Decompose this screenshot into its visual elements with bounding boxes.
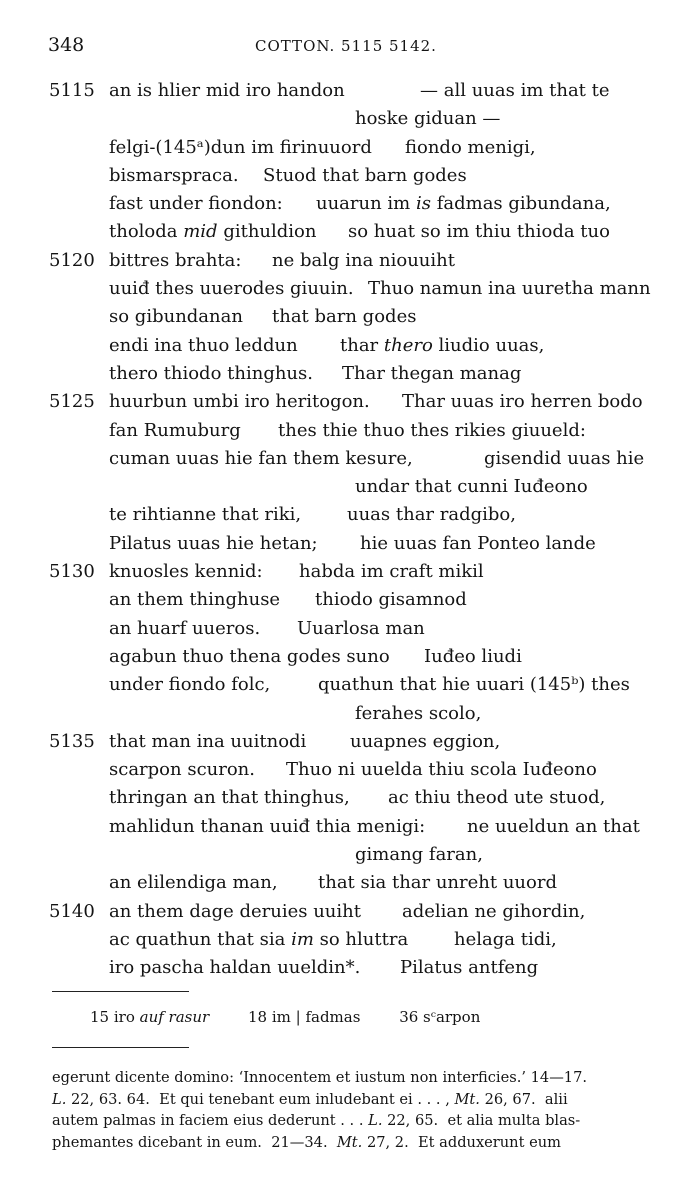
verse-second-half: Thuo namun ina uuretha mann [368, 278, 651, 300]
verse-first-half: scarpon scuron. [109, 759, 255, 781]
verse-line [0, 420, 687, 448]
verse-line [0, 787, 687, 815]
verse-first-half: cuman uuas hie fan them kesure, [109, 447, 413, 469]
verse-continuation: ferahes scolo, [355, 702, 482, 724]
verse-line [0, 618, 687, 646]
verse-line [0, 137, 687, 165]
verse-first-half: under fiondo folc, [109, 674, 271, 696]
verse-line [0, 250, 687, 278]
verse-second-half: uuapnes eggion, [350, 730, 501, 752]
verse-line [0, 278, 687, 306]
verse-second-half: uuarun im is fadmas gibundana, [316, 193, 611, 215]
verse-first-half: ac quathun that sia im so hluttra [109, 928, 409, 950]
line-number: 5120 [49, 249, 95, 271]
verse-line [0, 391, 687, 419]
footnote-rule-2 [52, 1047, 189, 1048]
verse-line [0, 646, 687, 674]
verse-first-half: so gibundanan [109, 306, 243, 328]
verse-line [0, 589, 687, 617]
verse-first-half: uuiđ thes uuerodes giuuin. [109, 278, 354, 300]
verse-second-half: hie uuas fan Ponteo lande [360, 532, 596, 554]
verse-continuation: gimang faran, [355, 844, 483, 866]
line-number: 5140 [49, 900, 95, 922]
latin-line: phemantes dicebant in eum. 21—34. Mt. 27, 2. Et adduxerunt eum [52, 1133, 561, 1151]
verse-line [0, 221, 687, 249]
verse-line [0, 759, 687, 787]
verse-second-half: Pilatus antfeng [400, 957, 539, 979]
verse-first-half: felgi-(145ᵃ)dun im firinuuord [109, 136, 372, 158]
verse-first-half: Pilatus uuas hie hetan; [109, 532, 318, 554]
verse-line [0, 306, 687, 334]
verse-second-half: thar thero liudio uuas, [340, 334, 545, 356]
page-number: 348 [48, 34, 85, 56]
note-1: 15 iro auf rasur [90, 1008, 210, 1026]
verse-second-half: fiondo menigi, [405, 136, 536, 158]
footnote-rule [52, 991, 189, 992]
verse-line [0, 165, 687, 193]
verse-first-half: knuosles kennid: [109, 561, 263, 583]
verse-second-half: thiodo gisamnod [315, 589, 467, 611]
verse-first-half: thringan an that thinghus, [109, 787, 350, 809]
verse-first-half: iro pascha haldan uueldin*. [109, 957, 361, 979]
verse-second-half: uuas thar radgibo, [347, 504, 516, 526]
verse-first-half: an huarf uueros. [109, 617, 261, 639]
verse-line [0, 504, 687, 532]
verse-second-half: thes thie thuo thes rikies giuueld: [278, 419, 586, 441]
verse-second-half: Thuo ni uuelda thiu scola Iuđeono [286, 759, 597, 781]
verse-line [0, 703, 687, 731]
verse-first-half: agabun thuo thena godes suno [109, 645, 390, 667]
verse-line [0, 476, 687, 504]
verse-first-half: an them thinghuse [109, 589, 281, 611]
verse-line [0, 363, 687, 391]
verse-line [0, 448, 687, 476]
verse-second-half: Stuod that barn godes [263, 164, 467, 186]
note-3: 36 sᶜarpon [399, 1008, 481, 1026]
line-number: 5125 [49, 391, 95, 413]
line-number: 5135 [49, 730, 95, 752]
latin-line: egerunt dicente domino: ‘Innocentem et iustum non interficies.’ 14—17. [52, 1069, 587, 1086]
verse-line [0, 108, 687, 136]
verse-first-half: thero thiodo thinghus. [109, 362, 313, 384]
line-number: 5115 [49, 80, 95, 101]
verse-second-half: Thar uuas iro herren bodo [402, 391, 643, 413]
verse-first-half: that man ina uuitnodi [109, 730, 307, 752]
verse-second-half: that sia thar unreht uuord [318, 872, 557, 894]
verse-line [0, 561, 687, 589]
latin-source-notes [52, 1067, 652, 1153]
verse-line [0, 193, 687, 221]
verse-second-half: Iuđeo liudi [424, 645, 522, 667]
page-header [0, 34, 687, 58]
verse-first-half: an is hlier mid iro handon [109, 80, 345, 101]
verse-first-half: tholoda mid githuldion [109, 221, 317, 243]
verse-second-half: adelian ne gihordin, [402, 900, 586, 922]
verse-second-half: helaga tidi, [454, 928, 557, 950]
verse-first-half: fan Rumuburg [109, 419, 241, 441]
verse-first-half: bismarspraca. [109, 164, 239, 186]
verse-second-half: habda im craft mikil [299, 561, 484, 583]
verse-line [0, 872, 687, 900]
verse-second-half: — all uuas im that te [420, 80, 610, 101]
verse-first-half: te rihtianne that riki, [109, 504, 302, 526]
verse-text [0, 80, 687, 986]
verse-continuation: hoske giduan — [355, 108, 501, 130]
verse-second-half: ne uueldun an that [467, 815, 640, 837]
verse-second-half: so huat so im thiu thioda tuo [348, 221, 610, 243]
verse-second-half: Uuarlosa man [297, 617, 425, 639]
verse-line [0, 533, 687, 561]
verse-first-half: an elilendiga man, [109, 872, 278, 894]
verse-line [0, 731, 687, 759]
latin-line: autem palmas in faciem eius dederunt . . . L. 22, 65. et alia multa blas- [52, 1112, 581, 1129]
apparatus-notes [90, 1008, 480, 1026]
verse-second-half: ne balg ina niouuiht [272, 249, 455, 271]
verse-first-half: an them dage deruies uuiht [109, 900, 361, 922]
verse-line [0, 335, 687, 363]
verse-first-half: bittres brahta: [109, 249, 242, 271]
verse-first-half: fast under fiondon: [109, 193, 283, 215]
note-2: 18 im | fadmas [247, 1008, 361, 1026]
verse-continuation: undar that cunni Iuđeono [355, 476, 588, 498]
verse-line [0, 816, 687, 844]
verse-second-half: quathun that hie uuari (145ᵇ) thes [318, 674, 630, 696]
verse-line [0, 901, 687, 929]
verse-line [0, 929, 687, 957]
running-title: COTTON. 5115 5142. [255, 37, 437, 55]
verse-line [0, 674, 687, 702]
verse-first-half: mahlidun thanan uuiđ thia menigi: [109, 815, 426, 837]
verse-second-half: ac thiu theod ute stuod, [388, 787, 606, 809]
verse-second-half: that barn godes [272, 306, 417, 328]
verse-first-half: huurbun umbi iro heritogon. [109, 391, 370, 413]
verse-second-half: Thar thegan manag [342, 362, 522, 384]
verse-line [0, 844, 687, 872]
verse-line [0, 957, 687, 985]
verse-second-half: gisendid uuas hie [484, 447, 645, 469]
verse-first-half: endi ina thuo leddun [109, 334, 298, 356]
latin-line: L. 22, 63. 64. Et qui tenebant eum inludebant ei . . . , Mt. 26, 67. alii [52, 1090, 568, 1108]
line-number: 5130 [49, 561, 95, 583]
verse-line [0, 80, 687, 108]
